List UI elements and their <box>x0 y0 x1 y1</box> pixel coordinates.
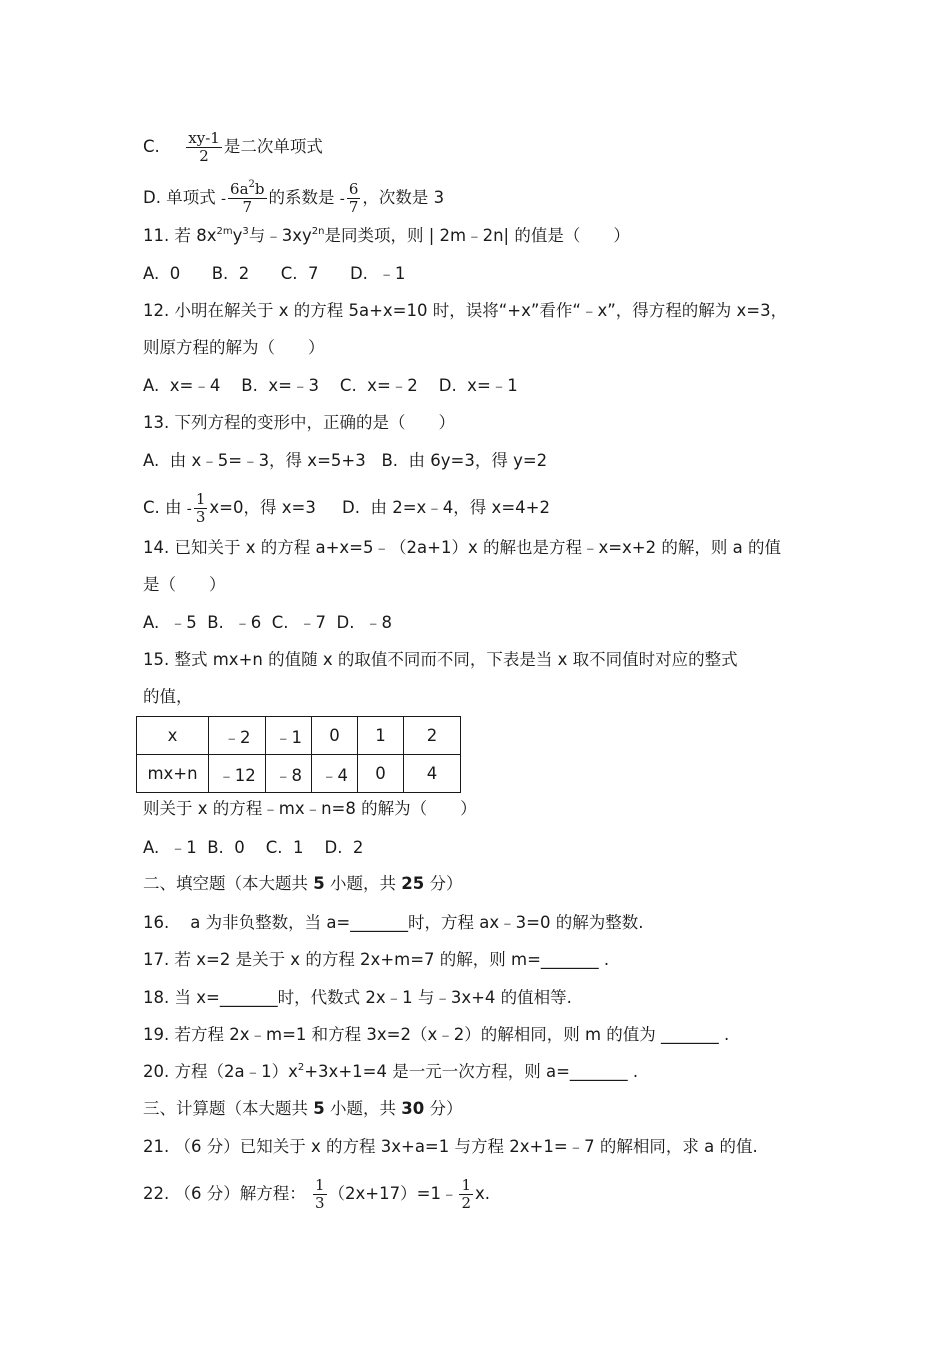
fraction <box>194 491 208 526</box>
fraction-denominator: 3 <box>195 508 206 526</box>
question-22 <box>143 1177 490 1212</box>
fraction <box>313 1177 327 1212</box>
table-cell: 1 <box>358 717 404 755</box>
fraction-denominator: 2 <box>461 1194 471 1212</box>
question-text: 11. 若 8x <box>143 226 217 245</box>
question-13-options-cd <box>143 491 550 526</box>
question-14-line2: 是（ ） <box>143 575 226 594</box>
table-cell: ﹣8 <box>266 755 312 793</box>
table-cell: 4 <box>404 755 461 793</box>
table-row <box>137 717 461 755</box>
heading-score: 25 <box>401 874 425 893</box>
fraction-denominator: 2 <box>199 147 209 165</box>
heading-text: 分） <box>424 874 463 893</box>
question-15-line1: 15. 整式 mx+n 的值随 x 的取值不同而不同，下表是当 x 取不同值时对应的整式 <box>143 650 738 669</box>
question-text: y <box>232 226 243 245</box>
table-cell: 0 <box>358 755 404 793</box>
question-15-options: A. ﹣1 B. 0 C. 1 D. 2 <box>143 838 364 857</box>
question-21: 21. （6 分）已知关于 x 的方程 3x+a=1 与方程 2x+1=﹣7 的解相同，求 a 的值. <box>143 1137 758 1156</box>
question-19: 19. 若方程 2x﹣m=1 和方程 3x=2（x﹣2）的解相同，则 m 的值为 _______ . <box>143 1025 730 1044</box>
fraction-denominator: 7 <box>242 198 253 216</box>
option-text: D. 单项式 <box>143 188 216 207</box>
exponent: 2 <box>297 1062 305 1073</box>
question-text: +3x+1=4 是一元一次方程，则 a=_______ . <box>304 1062 639 1081</box>
section-3-heading <box>143 1097 462 1121</box>
question-11 <box>143 224 630 248</box>
table-cell: 0 <box>312 717 358 755</box>
question-18: 18. 当 x=_______时，代数式 2x﹣1 与﹣3x+4 的值相等. <box>143 988 572 1007</box>
heading-text: 二、填空题（本大题共 <box>143 874 314 893</box>
table-header-cell: x <box>137 717 209 755</box>
heading-text: 三、计算题（本大题共 <box>143 1099 314 1118</box>
table-row <box>137 755 461 793</box>
table-cell: ﹣4 <box>312 755 358 793</box>
option-text: ，次数是 3 <box>362 188 445 207</box>
option-text: 是二次单项式 <box>223 137 323 156</box>
section-2-heading <box>143 872 462 896</box>
question-14-line1: 14. 已知关于 x 的方程 a+x=5﹣（2a+1）x 的解也是方程﹣x=x+2 的解，则 a 的值 <box>143 538 781 557</box>
option-text: 的系数是 <box>268 188 335 207</box>
fraction-numerator <box>228 181 266 199</box>
table-cell: ﹣2 <box>209 717 266 755</box>
table-cell: 2 <box>404 717 461 755</box>
question-14-options: A. ﹣5 B. ﹣6 C. ﹣7 D. ﹣8 <box>143 613 392 632</box>
fraction-numerator: 1 <box>461 1176 471 1194</box>
fraction-numerator: xy-1 <box>188 129 220 147</box>
fraction <box>228 181 266 216</box>
table-cell: ﹣1 <box>266 717 312 755</box>
question-13: 13. 下列方程的变形中，正确的是（ ） <box>143 413 455 432</box>
minus-sign: - <box>186 499 192 518</box>
option-c-line <box>143 130 323 165</box>
option-text: C. 由 <box>143 498 182 517</box>
heading-count: 5 <box>313 874 325 893</box>
fraction-denominator: 7 <box>348 198 359 216</box>
question-text: 22. （6 分）解方程： <box>143 1184 306 1203</box>
exponent: 3 <box>242 226 249 237</box>
fraction-denominator: 3 <box>314 1194 325 1212</box>
exponent: 2 <box>248 179 255 190</box>
numerator-part: 6a <box>230 180 249 198</box>
fraction-numerator: 1 <box>195 490 206 508</box>
exponent: 2n <box>311 226 325 237</box>
value-table <box>136 716 461 793</box>
table-header-cell: mx+n <box>137 755 209 793</box>
heading-count: 5 <box>313 1099 325 1118</box>
fraction <box>186 130 222 165</box>
heading-score: 30 <box>401 1099 425 1118</box>
question-20 <box>143 1060 638 1084</box>
fraction <box>347 181 361 216</box>
exponent: 2m <box>216 226 233 237</box>
question-text: 20. 方程（2a﹣1）x <box>143 1062 298 1081</box>
minus-sign: - <box>339 189 345 208</box>
heading-text: 小题，共 <box>324 874 402 893</box>
heading-text: 小题，共 <box>324 1099 402 1118</box>
question-text: x. <box>474 1184 490 1203</box>
fraction-numerator: 1 <box>314 1176 325 1194</box>
question-15-question: 则关于 x 的方程﹣mx﹣n=8 的解为（ ） <box>143 799 477 818</box>
question-text: 与﹣3xy <box>248 226 312 245</box>
question-12-line1: 12. 小明在解关于 x 的方程 5a+x=10 时，误将“+x”看作“﹣x”，得方程的解为 x=3， <box>143 301 788 320</box>
question-15-line2: 的值， <box>143 687 193 706</box>
fraction <box>459 1177 473 1212</box>
question-17: 17. 若 x=2 是关于 x 的方程 2x+m=7 的解，则 m=_______ . <box>143 950 610 969</box>
fraction-numerator: 6 <box>348 180 359 198</box>
numerator-part: b <box>254 180 265 198</box>
question-11-options: A. 0 B. 2 C. 7 D. ﹣1 <box>143 264 406 283</box>
question-16: 16. a 为非负整数，当 a=_______时，方程 ax﹣3=0 的解为整数. <box>143 913 644 932</box>
question-text: （2x+17）=1﹣ <box>328 1184 458 1203</box>
option-text: x=0，得 x=3 D. 由 2=x﹣4，得 x=4+2 <box>209 498 550 517</box>
option-d-line <box>143 181 444 216</box>
question-13-options-ab: A. 由 x﹣5=﹣3，得 x=5+3 B. 由 6y=3，得 y=2 <box>143 451 548 470</box>
minus-sign: - <box>220 189 227 208</box>
question-text: 是同类项，则 | 2m﹣2n| 的值是（ ） <box>324 226 630 245</box>
question-12-line2: 则原方程的解为（ ） <box>143 338 325 357</box>
question-12-options: A. x=﹣4 B. x=﹣3 C. x=﹣2 D. x=﹣1 <box>143 376 518 395</box>
heading-text: 分） <box>424 1099 463 1118</box>
option-label: C. <box>143 137 160 156</box>
table-cell: ﹣12 <box>209 755 266 793</box>
